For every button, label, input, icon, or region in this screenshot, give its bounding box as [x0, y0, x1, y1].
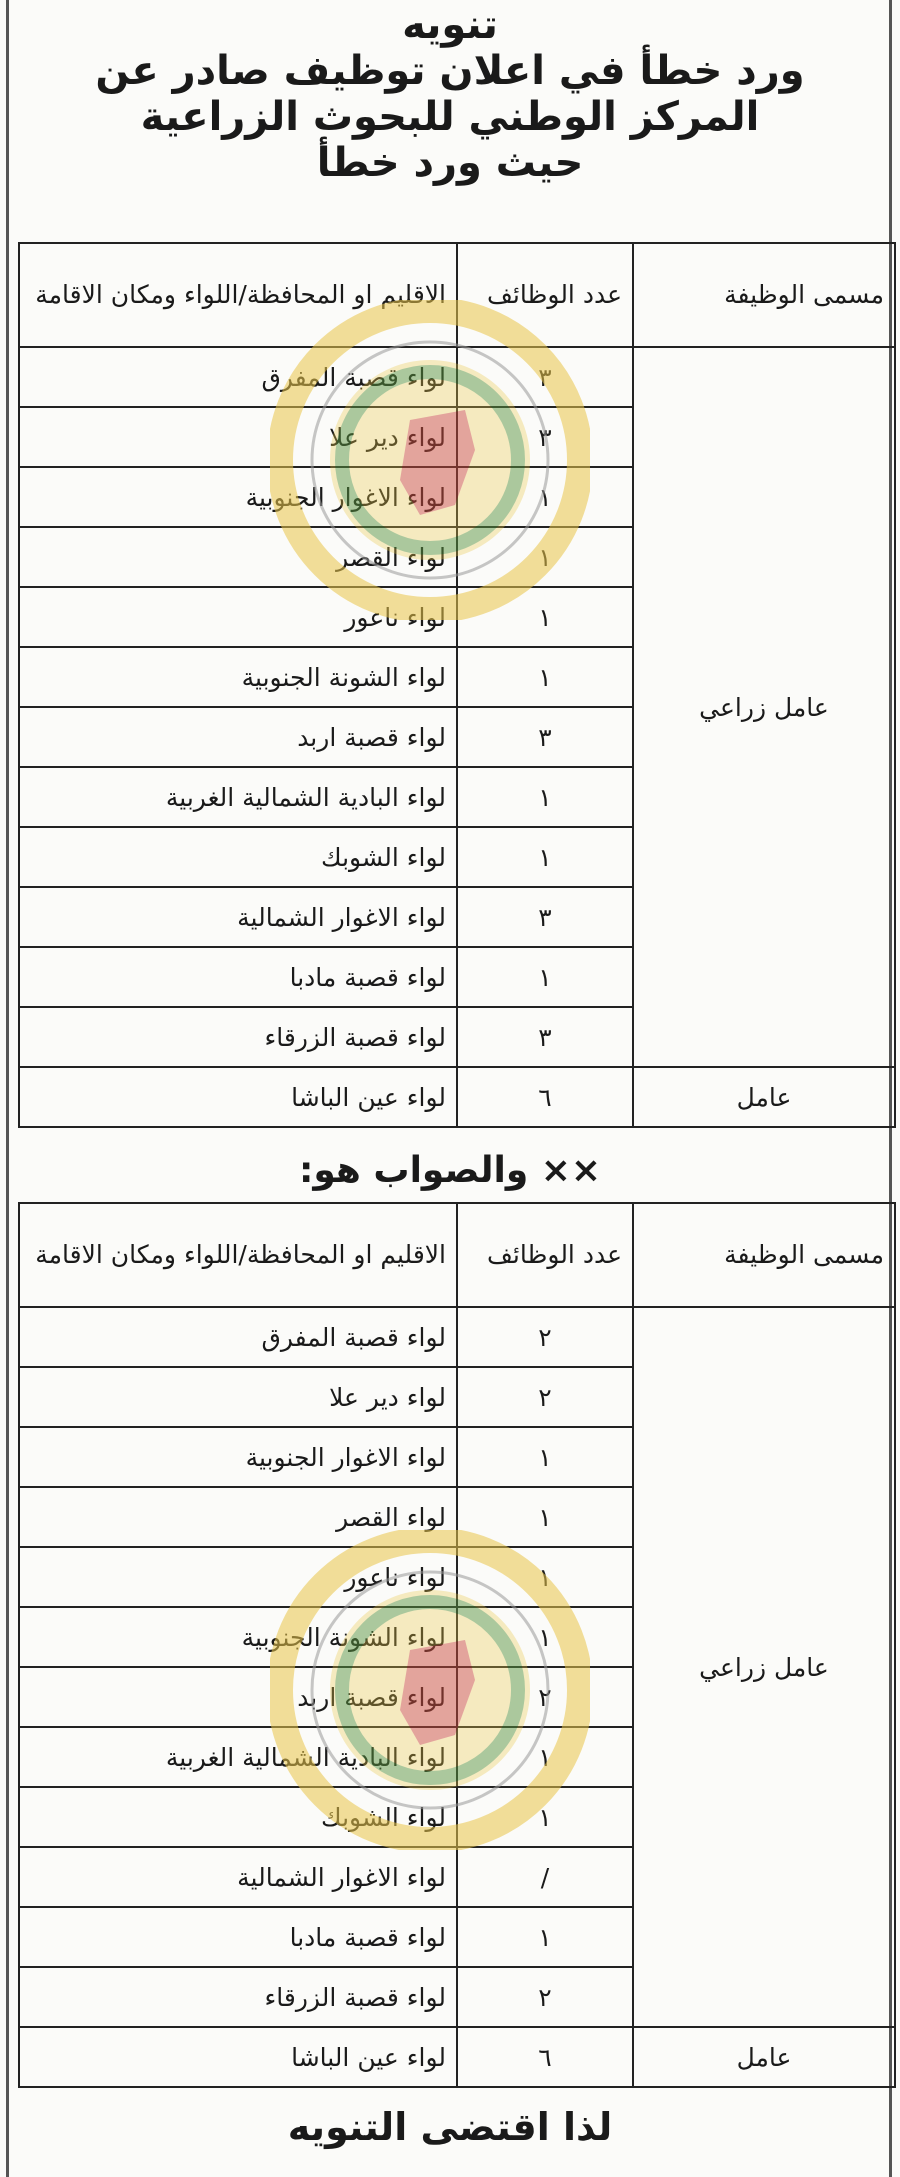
count-cell: ١	[457, 1607, 633, 1667]
count-cell: ٣	[457, 887, 633, 947]
area-cell: لواء الاغوار الجنوبية	[19, 467, 457, 527]
count-cell: ٣	[457, 1007, 633, 1067]
count-cell: ١	[457, 1907, 633, 1967]
table-row	[19, 2027, 895, 2087]
count-cell: ٢	[457, 1667, 633, 1727]
count-cell: ٣	[457, 347, 633, 407]
header-job-title: مسمى الوظيفة	[633, 243, 895, 347]
count-cell: ١	[457, 587, 633, 647]
correct-jobs-table	[18, 1202, 896, 2088]
area-cell: لواء القصر	[19, 527, 457, 587]
count-cell: /	[457, 1847, 633, 1907]
area-cell: لواء البادية الشمالية الغربية	[19, 1727, 457, 1787]
area-cell: لواء الشوبك	[19, 1787, 457, 1847]
job-title-cell: عامل	[633, 1067, 895, 1127]
count-cell: ١	[457, 1787, 633, 1847]
area-cell: لواء قصبة مادبا	[19, 947, 457, 1007]
count-cell: ١	[457, 467, 633, 527]
area-cell: لواء الشونة الجنوبية	[19, 647, 457, 707]
job-title-cell: عامل زراعي	[633, 347, 895, 1067]
count-cell: ٦	[457, 2027, 633, 2087]
notice-line-3: حيث ورد خطأ	[316, 140, 584, 186]
header-count: عدد الوظائف	[457, 1203, 633, 1307]
header-count: عدد الوظائف	[457, 243, 633, 347]
area-cell: لواء عين الباشا	[19, 2027, 457, 2087]
count-cell: ١	[457, 767, 633, 827]
table-header-row	[19, 243, 895, 347]
count-cell: ٢	[457, 1367, 633, 1427]
count-cell: ١	[457, 647, 633, 707]
area-cell: لواء الاغوار الجنوبية	[19, 1427, 457, 1487]
count-cell: ١	[457, 827, 633, 887]
count-cell: ١	[457, 527, 633, 587]
area-cell: لواء عين الباشا	[19, 1067, 457, 1127]
notice-title: تنويه	[402, 2, 498, 48]
area-cell: لواء قصبة الزرقاء	[19, 1967, 457, 2027]
count-cell: ٣	[457, 707, 633, 767]
area-cell: لواء الاغوار الشمالية	[19, 887, 457, 947]
area-cell: لواء قصبة الزرقاء	[19, 1007, 457, 1067]
notice-line-2: المركز الوطني للبحوث الزراعية	[140, 94, 760, 140]
area-cell: لواء الاغوار الشمالية	[19, 1847, 457, 1907]
job-title-cell: عامل زراعي	[633, 1307, 895, 2027]
wrong-jobs-table	[18, 242, 896, 1128]
table-row	[19, 1067, 895, 1127]
area-cell: لواء دير علا	[19, 407, 457, 467]
notice-header	[0, 0, 900, 186]
job-title-cell: عامل	[633, 2027, 895, 2087]
header-area: الاقليم او المحافظة/اللواء ومكان الاقامة	[19, 1203, 457, 1307]
count-cell: ١	[457, 1547, 633, 1607]
area-cell: لواء قصبة اربد	[19, 1667, 457, 1727]
area-cell: لواء الشوبك	[19, 827, 457, 887]
area-cell: لواء الشونة الجنوبية	[19, 1607, 457, 1667]
area-cell: لواء قصبة المفرق	[19, 1307, 457, 1367]
table-header-row	[19, 1203, 895, 1307]
count-cell: ٣	[457, 407, 633, 467]
notice-footer: لذا اقتضى التنويه	[287, 2105, 613, 2149]
area-cell: لواء دير علا	[19, 1367, 457, 1427]
area-cell: لواء قصبة اربد	[19, 707, 457, 767]
area-cell: لواء ناعور	[19, 1547, 457, 1607]
area-cell: لواء القصر	[19, 1487, 457, 1547]
count-cell: ٦	[457, 1067, 633, 1127]
header-job-title: مسمى الوظيفة	[633, 1203, 895, 1307]
header-area: الاقليم او المحافظة/اللواء ومكان الاقامة	[19, 243, 457, 347]
area-cell: لواء البادية الشمالية الغربية	[19, 767, 457, 827]
count-cell: ١	[457, 1427, 633, 1487]
table-row	[19, 1307, 895, 1367]
table-row	[19, 347, 895, 407]
count-cell: ١	[457, 1487, 633, 1547]
count-cell: ١	[457, 1727, 633, 1787]
notice-line-1: ورد خطأ في اعلان توظيف صادر عن	[95, 48, 805, 94]
count-cell: ٢	[457, 1307, 633, 1367]
area-cell: لواء ناعور	[19, 587, 457, 647]
correction-label: ×× والصواب هو:	[298, 1150, 602, 1191]
count-cell: ١	[457, 947, 633, 1007]
area-cell: لواء قصبة مادبا	[19, 1907, 457, 1967]
area-cell: لواء قصبة المفرق	[19, 347, 457, 407]
count-cell: ٢	[457, 1967, 633, 2027]
